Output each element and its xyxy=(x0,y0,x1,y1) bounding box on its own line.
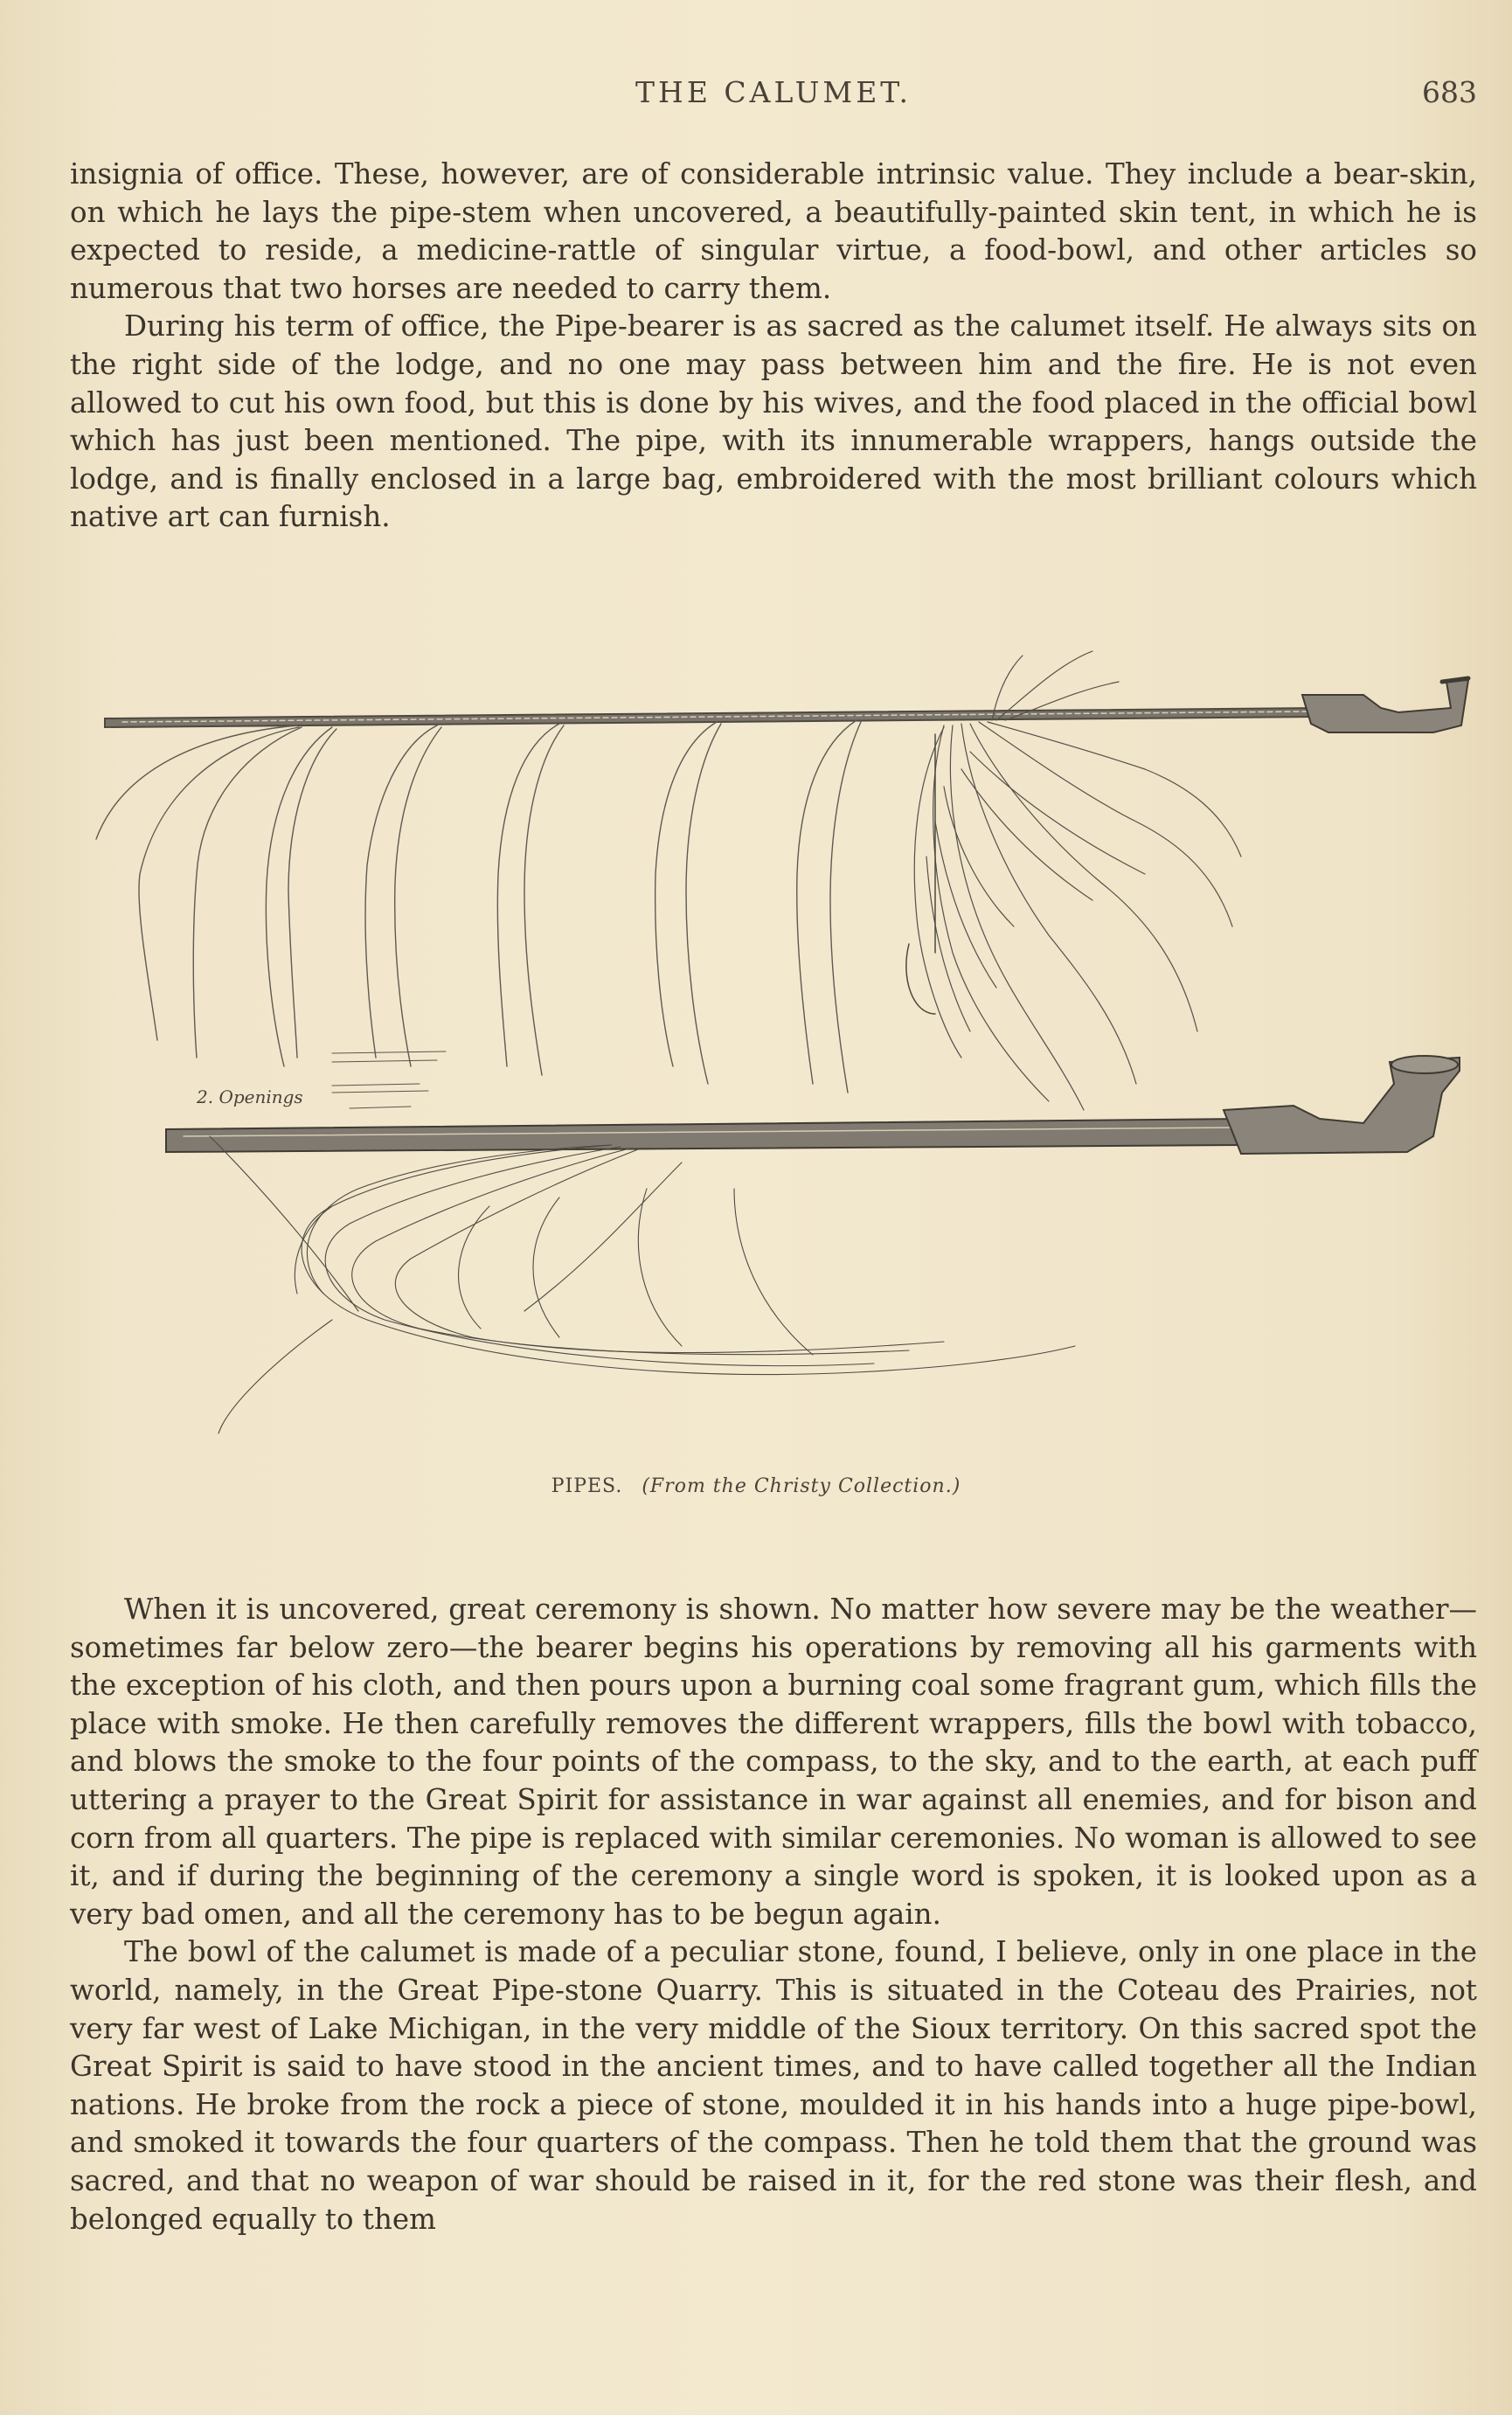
figure-caption xyxy=(0,1475,1512,1497)
paragraph: During his term of office, the Pipe-bearer is as sacred as the calumet itself. He always sits on the right side of the lodge, and no one may pass between him and the fire. He is not even allowed to cut his own food, but this is done by his wives, and the food placed in the official bowl which has just been mentioned. The pipe, with its innumerable wrappers, hangs outside the lodge, and is finally enclosed in a large bag, embroidered with the most brilliant colours which native art can furnish. xyxy=(70,309,1477,534)
text-block-top xyxy=(70,156,1477,537)
running-title: THE CALUMET. xyxy=(635,75,912,109)
hanging-tassels xyxy=(96,720,861,1093)
pipes-engraving xyxy=(70,647,1477,1468)
running-header xyxy=(70,75,1477,128)
caption-label: PIPES. xyxy=(551,1475,623,1497)
page-number: 683 xyxy=(1422,75,1477,109)
upper-pipe-bowl xyxy=(1302,680,1468,732)
paragraph: When it is uncovered, great ceremony is shown. No matter how severe may be the weather—sometimes far below zero—the bearer begins his operations by removing all his garments with the exception of his cloth, and then pours upon a burning coal some fragrant gum, which fills the place with smoke. He then carefully removes the different wrappers, fills the bowl with tobacco, and blows the smoke to the four points of the compass, to the sky, and to the earth, at each puff uttering a prayer to the Great Spirit for assistance in war against all enemies, and for bison and corn from all quarters. The pipe is replaced with similar ceremonies. No woman is allowed to see it, and if during the beginning of the ceremony a single word is spoken, it is looked upon as a very bad omen, and all the ceremony has to be begun again. xyxy=(70,1593,1477,1931)
paragraph: The bowl of the calumet is made of a peculiar stone, found, I believe, only in one place in the world, namely, in the Great Pipe-stone Quarry. This is situated in the Coteau des Prairies, not very far west of Lake Michigan, in the very middle of the Sioux territory. On this sacred spot the Great Spirit is said to have stood in the ancient times, and to have called together all the Indian nations. He broke from the rock a piece of stone, moulded it in his hands into a huge pipe-bowl, and smoked it towards the four quarters of the compass. Then he told them that the ground was sacred, and that no weapon of war should be raised in it, for the red stone was their flesh, and belonged equally to them xyxy=(70,1935,1477,2236)
horsehair-tail xyxy=(210,1136,1075,1433)
caption-source: (From the Christy Collection.) xyxy=(642,1475,961,1497)
text-block-bottom xyxy=(70,1591,1477,2238)
pipes-illustration xyxy=(70,647,1477,1468)
handwritten-annotation: 2. Openings xyxy=(197,1086,303,1107)
paragraph-continued: insignia of office. These, however, are of considerable intrinsic value. They include a bear-skin, on which he lays the pipe-stem when uncovered, a beautifully-painted skin tent, in which he is expected to reside, a medicine-rattle of singular virtue, a food-bowl, and other articles so numerous that two horses are needed to carry them. xyxy=(70,157,1477,305)
